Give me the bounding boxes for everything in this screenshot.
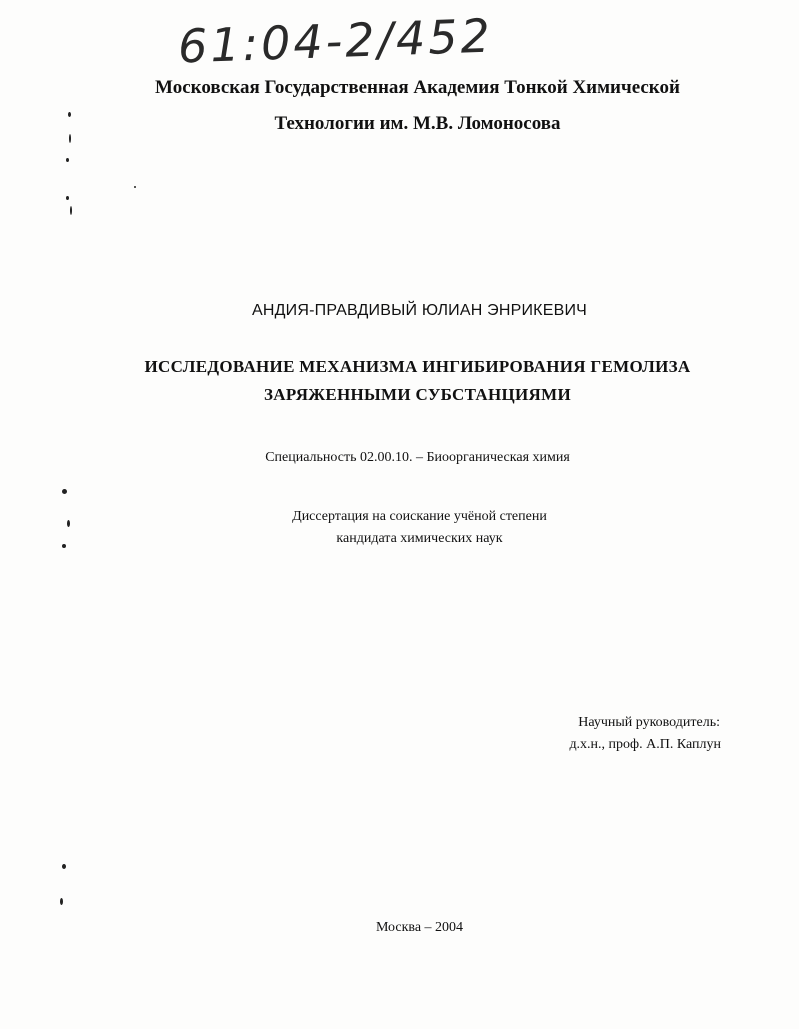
institution-line-2: Технологии им. М.В. Ломоносова [274, 113, 561, 134]
specialty-line: Специальность 02.00.10. – Биоорганическая химия [265, 450, 570, 465]
institution-line-1: Московская Государственная Академия Тонкой Химической [155, 77, 680, 98]
degree-line-1: Диссертация на соискание учёной степени [292, 509, 547, 524]
scan-speck [66, 158, 69, 162]
scan-speck [70, 206, 72, 215]
dissertation-title-line-1: ИССЛЕДОВАНИЕ МЕХАНИЗМА ИНГИБИРОВАНИЯ ГЕМОЛИЗА [144, 357, 691, 376]
scan-speck [62, 544, 66, 548]
dissertation-title-line-2: ЗАРЯЖЕННЫМИ СУБСТАНЦИЯМИ [264, 385, 571, 404]
city-year: Москва – 2004 [375, 920, 464, 935]
scan-speck [68, 112, 71, 117]
scan-speck [134, 186, 136, 188]
scan-speck [60, 898, 63, 905]
degree-line-2: кандидата химических наук [336, 531, 503, 546]
scan-speck [62, 489, 67, 494]
author-name: АНДИЯ-ПРАВДИВЫЙ ЮЛИАН ЭНРИКЕВИЧ [251, 302, 588, 319]
supervisor-name: д.х.н., проф. А.П. Каплун [569, 737, 721, 752]
supervisor-label: Научный руководитель: [578, 715, 720, 730]
handwritten-archive-number: 61:04-2/452 [177, 8, 494, 74]
scan-speck [66, 196, 69, 200]
scan-speck [69, 134, 71, 143]
scan-speck [67, 520, 70, 527]
scan-speck [62, 864, 66, 869]
